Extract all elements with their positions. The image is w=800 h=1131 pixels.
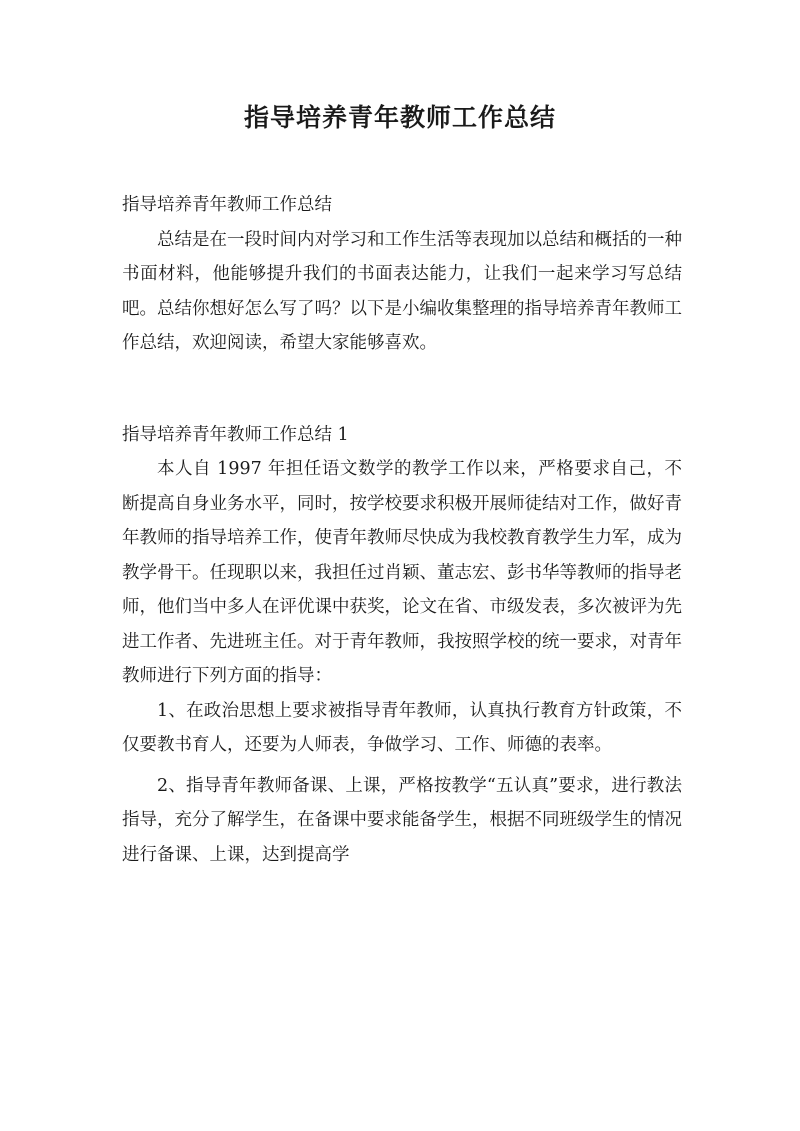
document-subtitle: 指导培养青年教师工作总结 xyxy=(122,195,332,215)
document-title: 指导培养青年教师工作总结 xyxy=(243,103,556,132)
document-body xyxy=(122,188,682,872)
list-item: 1、在政治思想上要求被指导青年教师，认真执行教育方针政策，不仅要教书育人，还要为人师表，争做学习、工作、师德的表率。 xyxy=(122,700,682,755)
section-paragraph: 本人自 1997 年担任语文数学的教学工作以来，严格要求自己，不断提高自身业务水平，同时，按学校要求积极开展师徒结对工作，做好青年教师的指导培养工作，使青年教师尽快成为我校教育教学生力军，成为教学骨干。任现职以来，我担任过肖颖、董志宏、彭书华等教师的指导老师，他们当中多人在评优课中获奖，论文在省、市级发表，多次被评为先进工作者、先进班主任。对于青年教师，我按照学校的统一要求，对青年教师进行下列方面的指导： xyxy=(122,459,682,686)
section-heading: 指导培养青年教师工作总结 1 xyxy=(122,424,349,445)
list-item: 2、指导青年教师备课、上课，严格按教学“五认真”要求，进行教法指导，充分了解学生，在备课中要求能备学生，根据不同班级学生的情况进行备课、上课，达到提高学 xyxy=(122,775,682,865)
intro-paragraph: 总结是在一段时间内对学习和工作生活等表现加以总结和概括的一种书面材料，他能够提升我们的书面表达能力，让我们一起来学习写总结吧。总结你想好怎么写了吗？以下是小编收集整理的指导培养青年教师工作总结，欢迎阅读，希望大家能够喜欢。 xyxy=(122,229,682,353)
section-spacer xyxy=(122,361,682,418)
